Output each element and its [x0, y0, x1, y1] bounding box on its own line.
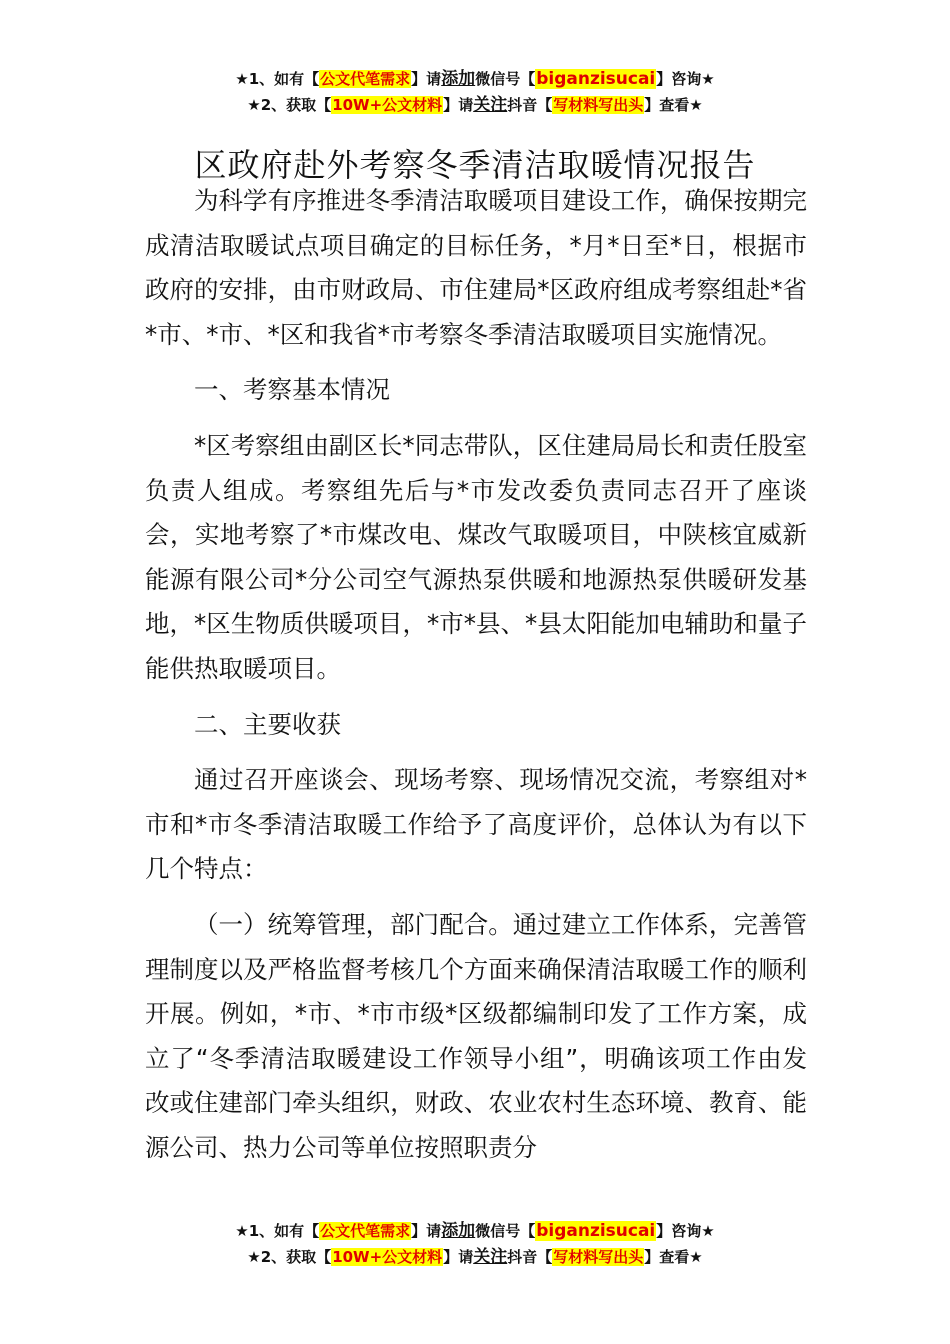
promo-text-underlined: 关注: [473, 1247, 508, 1267]
promo-text: 微信号【: [475, 70, 536, 88]
promo-text: 抖音【: [507, 1248, 553, 1266]
promo-line-2: [0, 92, 950, 118]
promo-text: 微信号【: [475, 1222, 536, 1240]
promo-text: ★2、获取【: [247, 96, 332, 114]
promo-line-1: [0, 66, 950, 92]
promo-highlight: 公文代笔需求: [320, 70, 411, 88]
paragraph-basic-info: *区考察组由副区长*同志带队，区住建局局长和责任股室负责人组成。考察组先后与*市发改委负责同志召开了座谈会，实地考察了*市煤改电、煤改气取暖项目，中陕核宜威新能源有限公司*分公司空气源热泵供暖和地源热泵供暖研发基地，*区生物质供暖项目，*市*县、*县太阳能加电辅助和量子能供热取暖项目。: [145, 430, 807, 683]
promo-highlight-wechat-id: biganzisucai: [536, 69, 656, 89]
promo-text: 】请: [443, 1248, 474, 1266]
promo-text: 】查看★: [644, 1248, 703, 1266]
promo-text: 】请: [411, 70, 442, 88]
promo-highlight: 公文代笔需求: [320, 1222, 411, 1240]
document-body: [145, 179, 807, 1170]
promo-text-underlined: 添加: [441, 69, 476, 89]
promo-highlight: 10W+公文材料: [332, 96, 443, 114]
promo-text-underlined: 关注: [473, 95, 508, 115]
promo-text: 抖音【: [507, 96, 553, 114]
promo-text: ★1、如有【: [235, 70, 320, 88]
promo-line-1: [0, 1218, 950, 1244]
paragraph-intro: 为科学有序推进冬季清洁取暖项目建设工作，确保按期完成清洁取暖试点项目确定的目标任务，*月*日至*日，根据市政府的安排，由市财政局、市住建局*区政府组成考察组赴*省*市、*市、*区和我省*市考察冬季清洁取暖项目实施情况。: [145, 186, 807, 349]
promo-highlight-wechat-id: biganzisucai: [536, 1221, 656, 1241]
document-title: 区政府赴外考察冬季清洁取暖情况报告: [194, 146, 756, 185]
promo-banner-bottom: [0, 1218, 950, 1270]
promo-banner-top: [0, 66, 950, 118]
promo-line-2: [0, 1244, 950, 1270]
section-heading-1: 一、考察基本情况: [194, 375, 390, 405]
promo-text: 】咨询★: [656, 70, 715, 88]
paragraph-gains-intro: 通过召开座谈会、现场考察、现场情况交流，考察组对*市和*市冬季清洁取暖工作给予了高度评价，总体认为有以下几个特点：: [145, 765, 807, 884]
section-heading-2: 二、主要收获: [194, 709, 341, 739]
promo-highlight: 10W+公文材料: [332, 1248, 443, 1266]
promo-text: 】查看★: [644, 96, 703, 114]
promo-text: 】咨询★: [656, 1222, 715, 1240]
promo-text: ★2、获取【: [247, 1248, 332, 1266]
promo-text-underlined: 添加: [441, 1221, 476, 1241]
paragraph-point-1: （一）统筹管理，部门配合。通过建立工作体系，完善管理制度以及严格监督考核几个方面来确保清洁取暖工作的顺利开展。例如，*市、*市市级*区级都编制印发了工作方案，成立了“冬季清洁取暖建设工作领导小组”，明确该项工作由发改或住建部门牵头组织，财政、农业农村生态环境、教育、能源公司、热力公司等单位按照职责分: [145, 909, 807, 1162]
promo-text: 】请: [443, 96, 474, 114]
promo-text: ★1、如有【: [235, 1222, 320, 1240]
promo-text: 】请: [411, 1222, 442, 1240]
promo-highlight-douyin: 写材料写出头: [553, 1248, 644, 1266]
promo-highlight-douyin: 写材料写出头: [553, 96, 644, 114]
